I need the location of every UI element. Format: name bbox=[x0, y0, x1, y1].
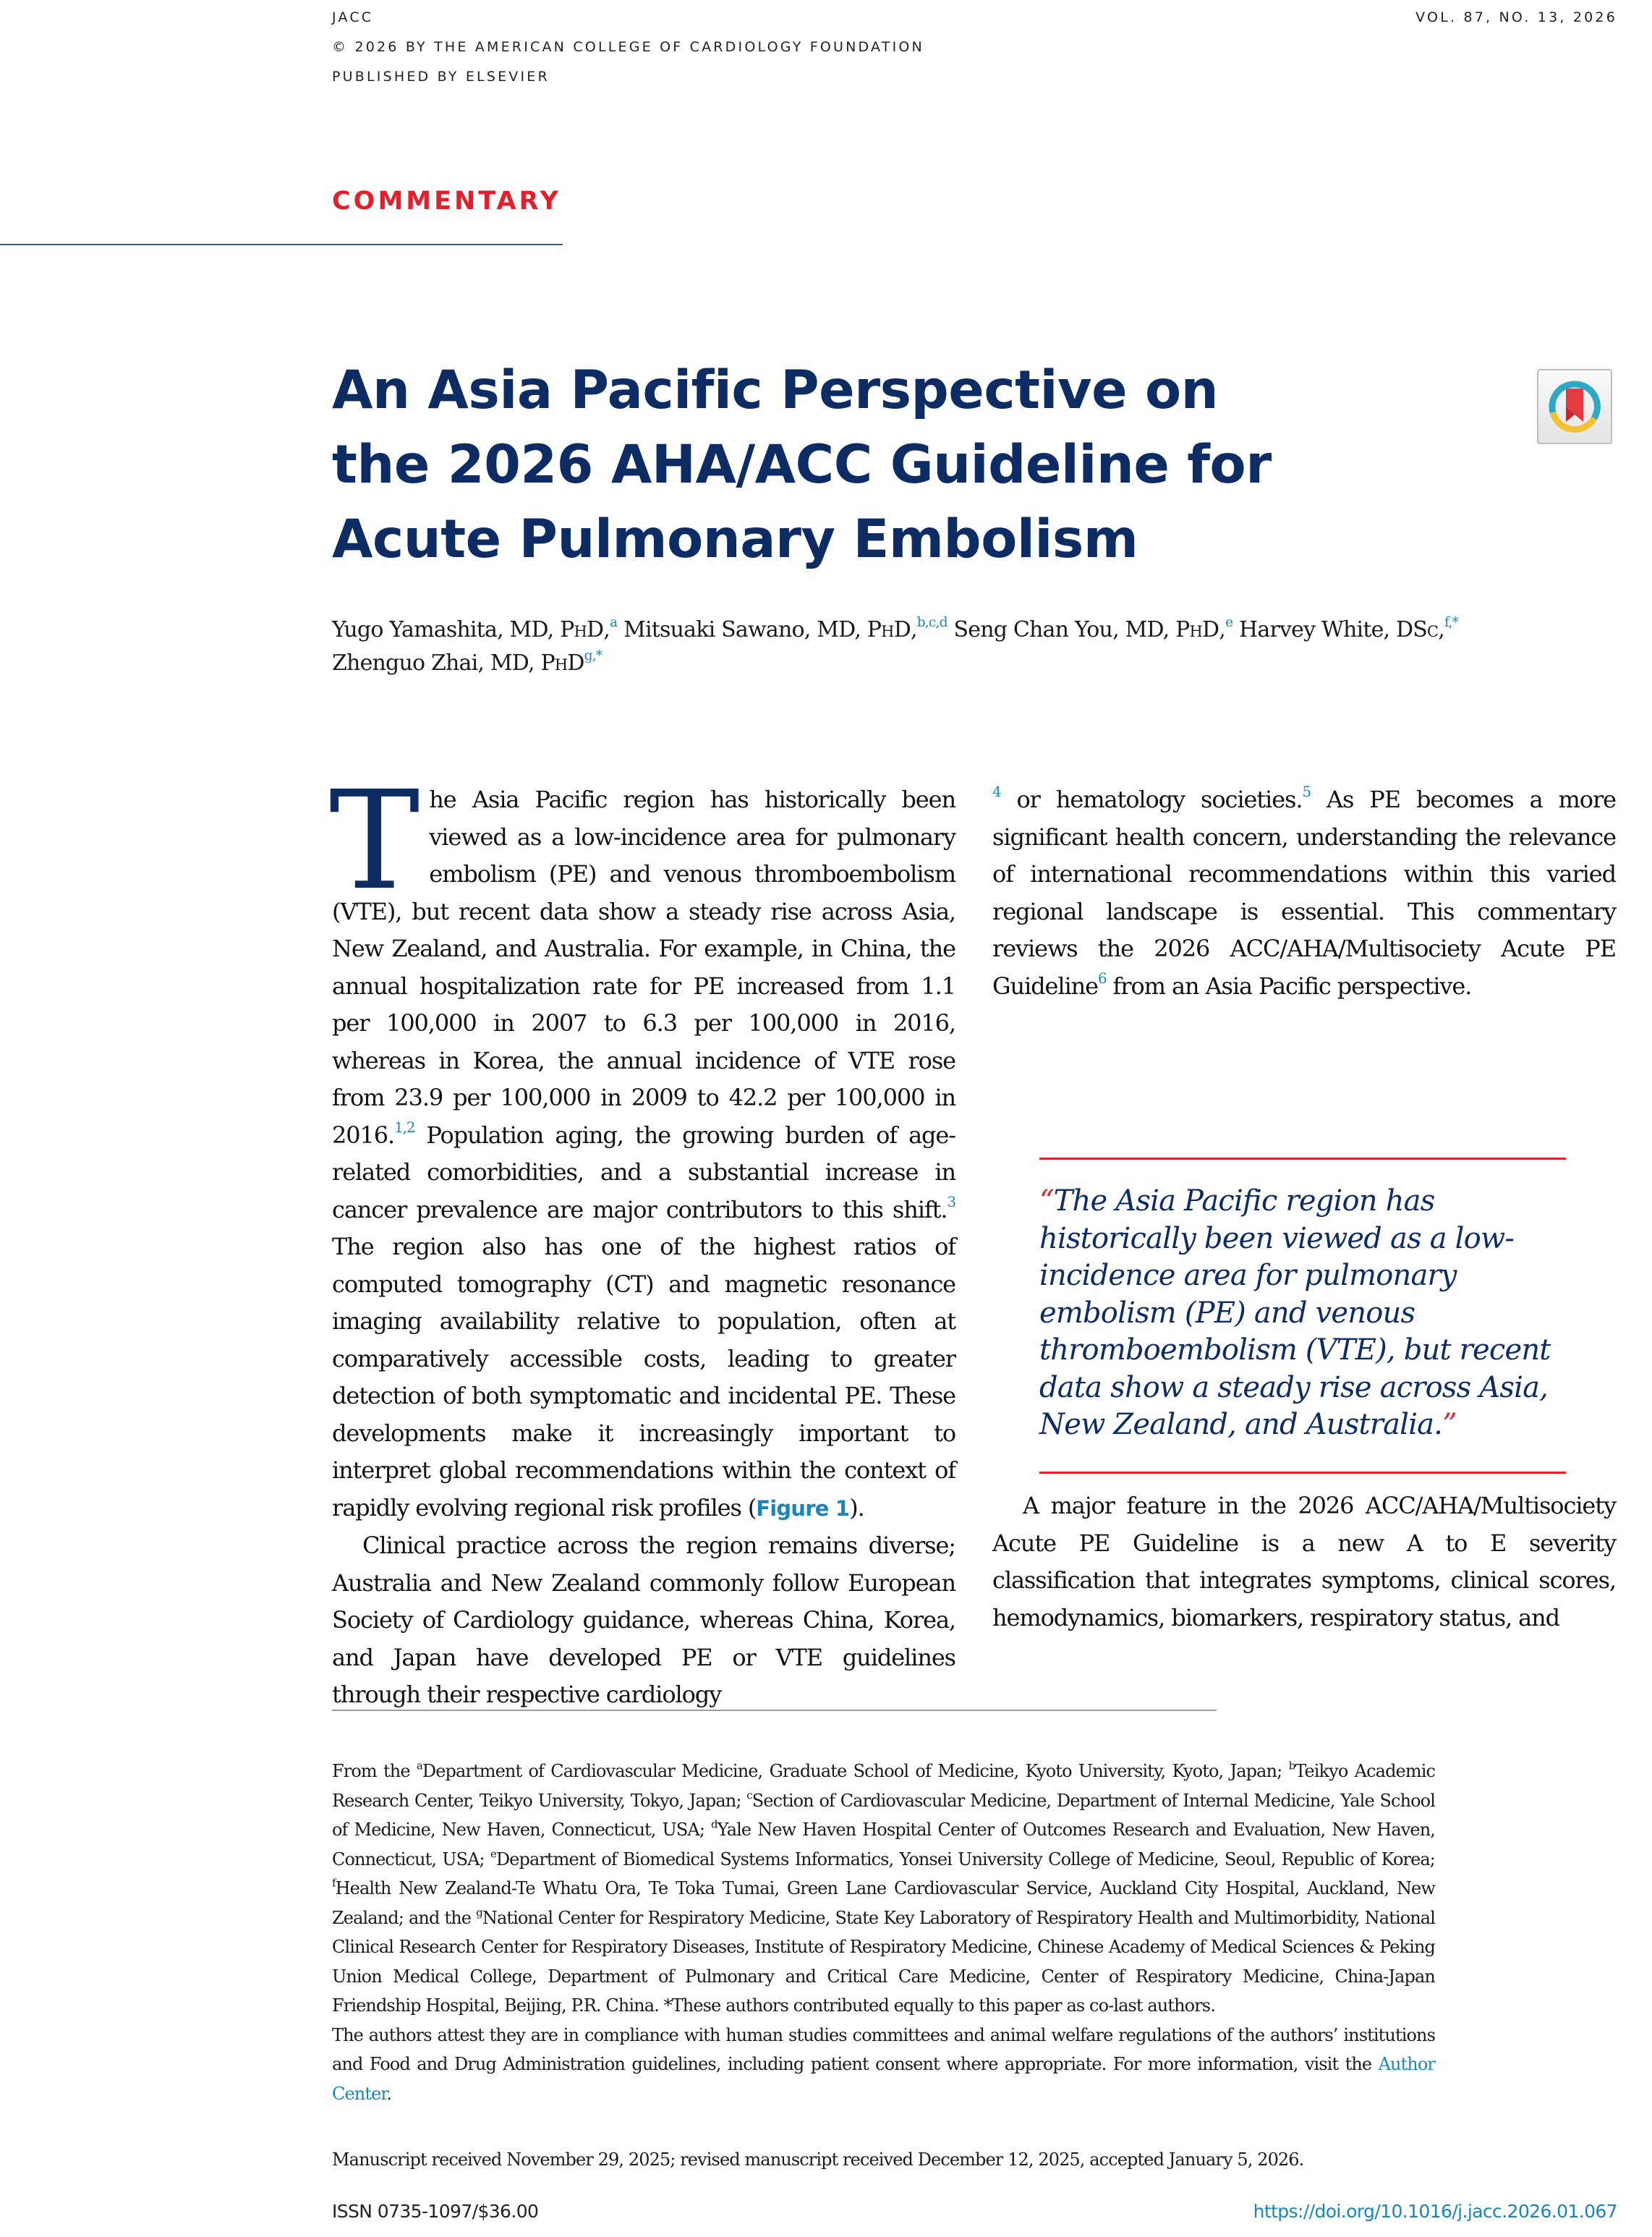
drop-cap: T bbox=[329, 762, 420, 920]
article-title bbox=[332, 353, 1345, 577]
reference-link[interactable]: 5 bbox=[1302, 784, 1311, 801]
author: Zhenguo Zhai, MD, PhD$^{g,*}$ bbox=[332, 648, 603, 676]
affiliation-ref[interactable]: e bbox=[1225, 615, 1233, 631]
running-header bbox=[332, 3, 924, 92]
paragraph: A major feature in the 2026 ACC/AHA/Multisociety Acute PE Guideline is a new A to E severity classification that integrates symptoms, clinical scores, hemodynamics, biomarkers, respiratory status, and bbox=[992, 1492, 1616, 1631]
affiliation-ref[interactable]: a bbox=[610, 615, 618, 631]
reference-link[interactable]: 4 bbox=[992, 784, 1001, 801]
affiliation-ref[interactable]: b,c,d bbox=[916, 615, 948, 631]
affiliations-footnote bbox=[332, 1757, 1435, 2108]
pull-quote-bottom-rule bbox=[1039, 1472, 1566, 1474]
paragraph: $^4$ or hematology societies.$^5$ As PE becomes a more significant health concern, understanding the relevance of international recommendations within this varied regional landscape is essential. This commentary reviews the 2026 ACC/AHA/Multisociety Acute PE Guideline$^6$ from an Asia Pacific perspective. bbox=[992, 784, 1616, 1000]
body-column-right bbox=[992, 781, 1616, 1005]
author-list bbox=[332, 614, 1634, 680]
title-line-3: Acute Pulmonary Embolism bbox=[332, 509, 1138, 570]
pull-quote-text: “The Asia Pacific region has historically been viewed as a low-incidence area for pulmonary embolism (PE) and venous thromboembolism (VTE), but recent data show a steady rise across Asia, New Zealand, and Australia.” bbox=[1039, 1184, 1551, 1441]
author: Seng Chan You, MD, PhD,$^e$ bbox=[953, 615, 1233, 642]
volume-info: VOL. 87, NO. 13, 2026 bbox=[1415, 9, 1617, 25]
manuscript-dates: Manuscript received November 29, 2025; revised manuscript received December 12, 2025, accepted January 5, 2026. bbox=[332, 2149, 1304, 2170]
check-for-updates-button[interactable] bbox=[1537, 369, 1612, 444]
reference-link[interactable]: 6 bbox=[1097, 969, 1107, 987]
author-center-link[interactable]: Author Center bbox=[332, 2054, 1435, 2104]
co-last-note: *These authors contributed equally to this paper as co-last authors. bbox=[663, 1995, 1215, 2016]
body-column-right-continued bbox=[992, 1487, 1616, 1637]
author: Harvey White, DSc,$^{f,*}$ bbox=[1239, 615, 1459, 642]
title-line-2: the 2026 AHA/ACC Guideline for bbox=[332, 434, 1272, 496]
author: Mitsuaki Sawano, MD, PhD,$^{b,c,d}$ bbox=[623, 615, 948, 642]
publisher-line: PUBLISHED BY ELSEVIER bbox=[332, 69, 550, 85]
open-quote-mark: “ bbox=[1039, 1184, 1054, 1218]
author: Yugo Yamashita, MD, PhD,$^a$ bbox=[332, 615, 618, 642]
body-column-left bbox=[329, 762, 955, 1714]
check-for-updates-icon bbox=[1546, 378, 1603, 435]
compliance-statement: The authors attest they are in compliance with human studies committees and animal welfare regulations of the authors’ institutions and Food and Drug Administration guidelines, including patient consent where appropriate. For more information, visit the Author Center. bbox=[332, 2024, 1435, 2104]
figure-1-link[interactable]: Figure 1 bbox=[756, 1495, 850, 1521]
footnote-divider bbox=[332, 1710, 1217, 1711]
copyright-line: © 2026 BY THE AMERICAN COLLEGE OF CARDIOLOGY FOUNDATION bbox=[332, 39, 924, 55]
title-line-1: An Asia Pacific Perspective on bbox=[332, 360, 1219, 421]
reference-link[interactable]: 1,2 bbox=[394, 1118, 415, 1136]
affiliations: From the $^a$Department of Cardiovascular Medicine, Graduate School of Medicine, Kyoto University, Kyoto, Japan; $^b$Teikyo Academic Research Center, Teikyo University, Tokyo, Japan; $^c$Section of Cardiovascular Medicine, Department of Internal Medicine, Yale School of Medicine, New Haven, Connecticut, USA; $^d$Yale New Haven Hospital Center of Outcomes Research and Evaluation, New Haven, Connecticut, USA; $^e$Department of Biomedical Systems Informatics, Yonsei University College of Medicine, Seoul, Republic of Korea; $^f$Health New Zealand-Te Whatu Ora, Te Toka Tumai, Green Lane Cardiovascular Service, Auckland City Hospital, Auckland, New Zealand; and the $^g$National Center for Respiratory Medicine, State Key Laboratory of Respiratory Health and Multimorbidity, National Clinical Research Center for Respiratory Diseases, Institute of Respiratory Medicine, Chinese Academy of Medical Sciences & Peking Union Medical College, Department of Pulmonary and Critical Care Medicine, Center of Respiratory Medicine, China-Japan Friendship Hospital, Beijing, P.R. China. *These authors contributed equally to this paper as co-last authors. bbox=[332, 1759, 1436, 2016]
issn: ISSN 0735-1097/$36.00 bbox=[332, 2201, 539, 2222]
affiliation-ref[interactable]: f,* bbox=[1444, 615, 1459, 631]
affiliation-ref[interactable]: g,* bbox=[584, 648, 603, 664]
paragraph: The Asia Pacific region has historically been viewed as a low-incidence area for pulmonary embolism (PE) and venous thromboembolism (VTE), but recent data show a steady rise across Asia, New Zealand, and Australia. For example, in China, the annual hospitalization rate for PE increased from 1.1 per 100,000 in 2007 to 6.3 per 100,000 in 2016, whereas in Korea, the annual incidence of VTE rose from 23.9 per 100,000 in 2009 to 42.2 per 100,000 in 2016.$^{1,2}$ Population aging, the growing burden of age-related comorbidities, and a substantial increase in cancer prevalence are major contributors to this shift.$^3$ The region also has one of the highest ratios of computed tomography (CT) and magnetic resonance imaging availability relative to population, often at comparatively accessible costs, leading to greater detection of both symptomatic and incidental PE. These developments make it increasingly important to interpret global recommendations within the context of rapidly evolving regional risk profiles (Figure 1). bbox=[329, 762, 955, 1521]
close-quote-mark: ” bbox=[1442, 1408, 1457, 1441]
journal-name: JACC bbox=[332, 9, 374, 25]
doi-link[interactable]: https://doi.org/10.1016/j.jacc.2026.01.067 bbox=[1253, 2201, 1617, 2222]
reference-link[interactable]: 3 bbox=[947, 1193, 955, 1210]
paragraph: Clinical practice across the region remains diverse; Australia and New Zealand commonly follow European Society of Cardiology guidance, whereas China, Korea, and Japan have developed PE or VTE guidelines through their respective cardiology bbox=[332, 1532, 955, 1708]
pull-quote bbox=[1039, 1158, 1566, 1474]
section-label: COMMENTARY bbox=[332, 187, 561, 216]
section-divider bbox=[0, 244, 563, 245]
